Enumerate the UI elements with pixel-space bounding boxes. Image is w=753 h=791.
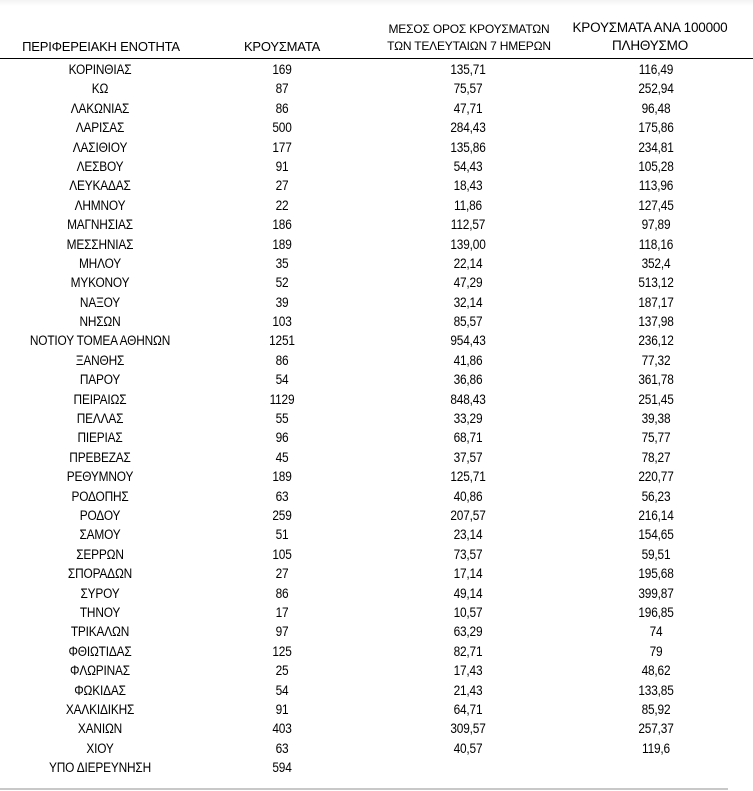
- cell-per100k: 257,37: [638, 721, 674, 737]
- cell-region: ΚΩ: [91, 81, 109, 97]
- cell-per100k: 48,62: [641, 663, 671, 679]
- cell-per100k: 97,89: [641, 217, 671, 233]
- cell-region: ΛΑΣΙΘΙΟΥ: [72, 139, 128, 155]
- cell-cases: 91: [275, 158, 289, 174]
- cell-cases: 63: [275, 740, 289, 756]
- cell-cases: 189: [272, 236, 292, 252]
- table-row: [0, 603, 753, 622]
- cell-per100k: 116,49: [638, 62, 674, 77]
- cell-cases: 27: [275, 178, 289, 194]
- cell-avg7: 64,71: [453, 701, 483, 717]
- cell-cases: 39: [275, 294, 289, 310]
- cell-per100k: 133,85: [638, 682, 674, 698]
- cell-avg7: 63,29: [453, 624, 483, 640]
- cell-per100k: 195,68: [638, 566, 674, 582]
- cell-region: ΣΥΡΟΥ: [80, 585, 120, 601]
- table-row: [0, 409, 753, 428]
- table-row: [0, 719, 753, 738]
- cell-region: ΣΕΡΡΩΝ: [76, 546, 124, 562]
- cell-per100k: 513,12: [638, 275, 674, 291]
- header-avg7-line1: ΜΕΣΟΣ ΟΡΟΣ ΚΡΟΥΣΜΑΤΩΝ: [388, 22, 550, 36]
- cell-cases: 86: [275, 100, 289, 116]
- cell-region: ΠΙΕΡΙΑΣ: [77, 430, 123, 446]
- table-row: [0, 584, 753, 603]
- cell-cases: 54: [275, 682, 289, 698]
- cell-cases: 96: [275, 430, 289, 446]
- cell-cases: 52: [275, 275, 289, 291]
- table-row: [0, 351, 753, 370]
- cell-region: ΠΕΛΛΑΣ: [76, 411, 124, 427]
- cell-cases: 259: [272, 507, 292, 523]
- cell-per100k: 59,51: [641, 546, 671, 562]
- cell-region: ΜΑΓΝΗΣΙΑΣ: [67, 217, 133, 233]
- cell-avg7: 17,14: [453, 566, 483, 582]
- table-row: [0, 390, 753, 409]
- cell-cases: 51: [275, 527, 289, 543]
- cell-region: ΛΑΚΩΝΙΑΣ: [70, 100, 130, 116]
- cell-avg7: 40,86: [453, 488, 483, 504]
- cell-per100k: 154,65: [638, 527, 674, 543]
- cell-avg7: 47,29: [453, 275, 483, 291]
- cell-avg7: 75,57: [453, 81, 483, 97]
- cell-region: ΝΑΞΟΥ: [79, 294, 121, 310]
- cell-per100k: 105,28: [638, 158, 674, 174]
- cell-avg7: 41,86: [453, 352, 483, 368]
- header-per100k: [565, 19, 735, 55]
- cell-region: ΣΑΜΟΥ: [79, 527, 121, 543]
- cell-avg7: 112,57: [450, 217, 486, 233]
- cell-per100k: 220,77: [638, 469, 674, 485]
- header-cases: ΚΡΟΥΣΜΑΤΑ: [243, 39, 321, 54]
- cell-cases: 189: [272, 469, 292, 485]
- table-row: [0, 254, 753, 273]
- table-row: [0, 312, 753, 331]
- table-row: [0, 235, 753, 254]
- table-row: [0, 215, 753, 234]
- cell-avg7: 23,14: [453, 527, 483, 543]
- cell-region: ΡΕΘΥΜΝΟΥ: [66, 469, 134, 485]
- cell-region: ΥΠΟ ΔΙΕΡΕΥΝΗΣΗ: [49, 760, 151, 776]
- cell-cases: 27: [275, 566, 289, 582]
- cell-region: ΛΑΡΙΣΑΣ: [75, 120, 125, 136]
- cell-cases: 86: [275, 585, 289, 601]
- cell-per100k: 252,94: [638, 81, 674, 97]
- table-row: [0, 176, 753, 195]
- cell-cases: 86: [275, 352, 289, 368]
- cell-cases: 54: [275, 372, 289, 388]
- cell-region: ΧΑΝΙΩΝ: [77, 721, 123, 737]
- cell-avg7: 54,43: [453, 158, 483, 174]
- cell-cases: 500: [272, 120, 292, 136]
- table-row: [0, 60, 753, 79]
- table-row: [0, 370, 753, 389]
- cell-cases: 63: [275, 488, 289, 504]
- cell-avg7: 284,43: [450, 120, 486, 136]
- cell-avg7: 73,57: [453, 546, 483, 562]
- cell-per100k: 56,23: [641, 488, 671, 504]
- table-row: [0, 758, 753, 777]
- cell-cases: 25: [275, 663, 289, 679]
- cell-per100k: 399,87: [638, 585, 674, 601]
- cell-avg7: 33,29: [453, 411, 483, 427]
- table-row: [0, 428, 753, 447]
- cell-avg7: 82,71: [453, 643, 483, 659]
- table-row: [0, 99, 753, 118]
- cell-avg7: 848,43: [450, 391, 486, 407]
- cell-avg7: 309,57: [450, 721, 486, 737]
- cell-cases: 103: [272, 314, 292, 330]
- cell-region: ΝΟΤΙΟΥ ΤΟΜΕΑ ΑΘΗΝΩΝ: [29, 333, 171, 349]
- cell-region: ΦΩΚΙΔΑΣ: [74, 682, 126, 698]
- cell-cases: 17: [275, 604, 289, 620]
- table-row: [0, 622, 753, 641]
- cell-region: ΛΕΥΚΑΔΑΣ: [69, 178, 131, 194]
- table-row: [0, 467, 753, 486]
- cell-region: ΜΕΣΣΗΝΙΑΣ: [66, 236, 134, 252]
- cell-avg7: 954,43: [450, 333, 486, 349]
- cell-avg7: 36,86: [453, 372, 483, 388]
- cell-avg7: 37,57: [453, 449, 483, 465]
- cell-avg7: 18,43: [453, 178, 483, 194]
- table-row: [0, 642, 753, 661]
- cell-region: ΡΟΔΟΠΗΣ: [71, 488, 129, 504]
- cell-per100k: 236,12: [638, 333, 674, 349]
- cell-avg7: 17,43: [453, 663, 483, 679]
- table-body: [0, 60, 753, 777]
- table-row: [0, 331, 753, 350]
- cell-region: ΚΟΡΙΝΘΙΑΣ: [68, 62, 132, 77]
- table-row: [0, 700, 753, 719]
- cell-cases: 55: [275, 411, 289, 427]
- cell-per100k: 361,78: [638, 372, 674, 388]
- cell-region: ΧΙΟΥ: [86, 740, 114, 756]
- table-row: [0, 564, 753, 583]
- table-row: [0, 739, 753, 758]
- cell-per100k: 79: [649, 643, 663, 659]
- cell-region: ΜΗΛΟΥ: [78, 255, 122, 271]
- table-row: [0, 506, 753, 525]
- cell-region: ΠΕΙΡΑΙΩΣ: [73, 391, 127, 407]
- cell-avg7: 125,71: [450, 469, 486, 485]
- table-row: [0, 138, 753, 157]
- cell-avg7: 11,86: [454, 197, 482, 213]
- cell-cases: 125: [272, 643, 292, 659]
- cell-per100k: 119,6: [642, 740, 670, 756]
- cell-per100k: 75,77: [641, 430, 671, 446]
- table-row: [0, 157, 753, 176]
- cell-cases: 91: [275, 701, 289, 717]
- cell-avg7: 139,00: [450, 236, 486, 252]
- cell-per100k: 234,81: [638, 139, 674, 155]
- top-shade: [0, 0, 753, 6]
- cell-avg7: 10,57: [453, 604, 483, 620]
- cell-per100k: 74: [649, 624, 663, 640]
- cell-avg7: 40,57: [453, 740, 483, 756]
- table-row: [0, 681, 753, 700]
- table-row: [0, 273, 753, 292]
- cell-per100k: 85,92: [641, 701, 671, 717]
- cell-cases: 22: [275, 197, 289, 213]
- table-row: [0, 196, 753, 215]
- table-row: [0, 448, 753, 467]
- cell-per100k: 118,16: [638, 236, 674, 252]
- cell-avg7: 32,14: [453, 294, 483, 310]
- table-header: [0, 18, 753, 59]
- cell-avg7: 49,14: [453, 585, 483, 601]
- cell-per100k: 352,4: [641, 255, 671, 271]
- cell-region: ΜΥΚΟΝΟΥ: [70, 275, 130, 291]
- cell-per100k: 175,86: [638, 120, 674, 136]
- cell-cases: 45: [275, 449, 289, 465]
- cell-cases: 177: [272, 139, 292, 155]
- cell-region: ΡΟΔΟΥ: [79, 507, 121, 523]
- cell-region: ΠΑΡΟΥ: [79, 372, 121, 388]
- cell-per100k: 77,32: [641, 352, 671, 368]
- cell-region: ΝΗΣΩΝ: [79, 314, 121, 330]
- cell-avg7: 22,14: [453, 255, 483, 271]
- cell-avg7: 68,71: [453, 430, 483, 446]
- cell-per100k: 78,27: [641, 449, 671, 465]
- header-per100k-line2: ΠΛΗΘΥΣΜΟ: [611, 38, 689, 53]
- cell-avg7: 207,57: [450, 507, 486, 523]
- cell-cases: 186: [272, 217, 292, 233]
- table-row: [0, 661, 753, 680]
- cell-avg7: 85,57: [453, 314, 483, 330]
- table-row: [0, 487, 753, 506]
- bottom-divider: [0, 788, 728, 790]
- cell-avg7: 47,71: [453, 100, 483, 116]
- cell-region: ΧΑΛΚΙΔΙΚΗΣ: [65, 701, 135, 717]
- cell-cases: 87: [275, 81, 289, 97]
- cell-cases: 594: [272, 760, 292, 776]
- header-per100k-line1: ΚΡΟΥΣΜΑΤΑ ΑΝΑ 100000: [572, 20, 728, 35]
- table-row: [0, 118, 753, 137]
- cell-cases: 169: [272, 62, 292, 77]
- cell-region: ΦΘΙΩΤΙΔΑΣ: [68, 643, 132, 659]
- cell-cases: 35: [275, 255, 289, 271]
- cell-region: ΠΡΕΒΕΖΑΣ: [69, 449, 131, 465]
- cell-per100k: 96,48: [641, 100, 671, 116]
- cell-region: ΦΛΩΡΙΝΑΣ: [70, 663, 130, 679]
- cell-cases: 105: [272, 546, 292, 562]
- cell-per100k: 187,17: [638, 294, 674, 310]
- cell-per100k: 127,45: [638, 197, 674, 213]
- table-row: [0, 525, 753, 544]
- cell-cases: 403: [272, 721, 292, 737]
- cell-region: ΤΗΝΟΥ: [79, 604, 121, 620]
- table-row: [0, 293, 753, 312]
- header-region: ΠΕΡΙΦΕΡΕΙΑΚΗ ΕΝΟΤΗΤΑ: [22, 39, 180, 54]
- cell-per100k: 196,85: [638, 604, 674, 620]
- cell-region: ΤΡΙΚΑΛΩΝ: [70, 624, 130, 640]
- cell-region: ΛΕΣΒΟΥ: [76, 158, 124, 174]
- cell-avg7: 135,71: [450, 62, 486, 77]
- cell-avg7: 135,86: [450, 139, 486, 155]
- cell-per100k: 137,98: [638, 314, 674, 330]
- cell-avg7: 21,43: [453, 682, 483, 698]
- table-row: [0, 545, 753, 564]
- cell-per100k: 216,14: [638, 507, 674, 523]
- header-avg7: [378, 21, 560, 55]
- cell-region: ΞΑΝΘΗΣ: [75, 352, 125, 368]
- cell-per100k: 251,45: [638, 391, 674, 407]
- table-row: [0, 79, 753, 98]
- cell-cases: 97: [275, 624, 289, 640]
- cell-per100k: 39,38: [641, 411, 671, 427]
- cell-cases: 1129: [269, 391, 295, 407]
- cell-region: ΣΠΟΡΑΔΩΝ: [67, 566, 133, 582]
- cell-per100k: 113,96: [638, 178, 674, 194]
- cell-cases: 1251: [269, 333, 295, 349]
- header-avg7-line2: ΤΩΝ ΤΕΛΕΥΤΑΙΩΝ 7 ΗΜΕΡΩΝ: [387, 39, 551, 53]
- cell-region: ΛΗΜΝΟΥ: [74, 197, 126, 213]
